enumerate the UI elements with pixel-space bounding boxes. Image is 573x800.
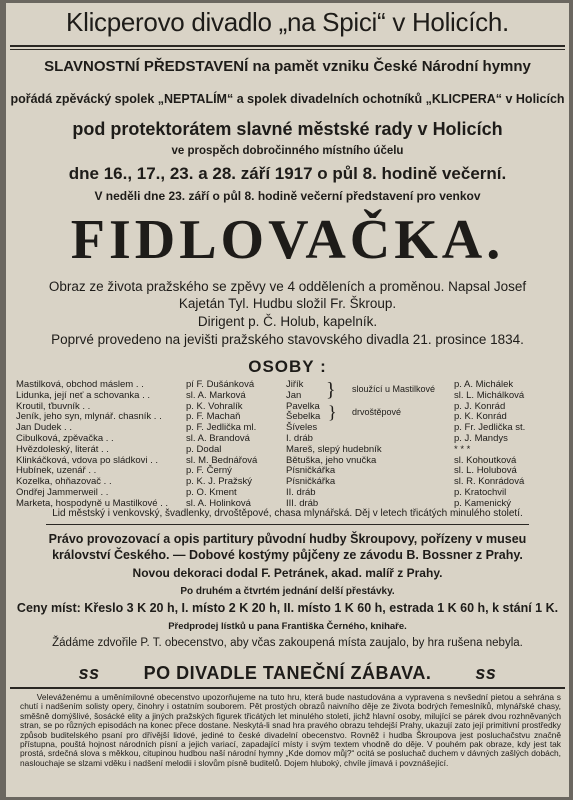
character-name: Šíveles	[286, 422, 318, 434]
occasion-line: SLAVNOSTNÍ PŘEDSTAVENÍ na pamět vzniku České Národní hymny	[44, 58, 531, 75]
brace-icon: }	[326, 379, 336, 401]
patronage-line: pod protektorátem slavné městské rady v Holicích	[72, 119, 503, 139]
prices-line: Ceny míst: Křeslo 3 K 20 h, I. místo 2 K 20 h, II. místo 1 K 60 h, estrada 1 K 60 h, k stání 1 K.	[16, 601, 559, 615]
poster	[6, 3, 569, 797]
actor-name: sl. Kohoutková	[454, 454, 517, 466]
charity-line: ve prospěch dobročinného místního účelu	[171, 145, 404, 157]
actor-name: p. Fr. Jedlička st.	[454, 422, 526, 434]
actor-name: p. F. Černý	[186, 465, 232, 477]
character-name: Mareš, slepý hudebník	[286, 443, 382, 455]
dance-mark-right: ss	[475, 663, 497, 683]
rights-line: království Českého. — Dobové kostýmy půjčeny ze závodu B. Bossner z Prahy.	[52, 548, 523, 562]
brace-dyers-label: drvoštěpové	[352, 407, 402, 417]
character-name: Jeník, jeho syn, mlynář. chasník . .	[16, 411, 162, 423]
actor-name: p. J. Konrád	[454, 400, 506, 412]
actor-name: sl. A. Holinková	[186, 497, 251, 509]
brace-icon: }	[328, 402, 337, 422]
character-name: Hubínek, uzenář . .	[16, 465, 97, 477]
actor-name: p. J. Mandys	[454, 432, 508, 444]
character-name: Klinkáčková, vdova po sládkovi . .	[16, 454, 159, 466]
cast-note: Lid městský i venkovský, švadlenky, drvoštěpové, chasa mlynářská. Děj v letech třicátých minulého století.	[52, 508, 523, 519]
dance-banner	[6, 663, 569, 684]
actor-name: sl. R. Konrádová	[454, 476, 525, 488]
cast-heading: OSOBY :	[248, 357, 327, 376]
cast-row	[16, 391, 564, 402]
actor-name: p. K. J. Pražský	[186, 476, 252, 488]
dance-mark-left: ss	[78, 663, 100, 683]
actor-name: p. F. Jedlička ml.	[186, 422, 257, 434]
sunday-note: V neděli dne 23. září o půl 8. hodině večerní představení pro venkov	[94, 189, 481, 203]
character-name: Bětuška, jeho vnučka	[286, 454, 377, 466]
decor-line: Novou dekoraci dodal F. Petránek, akad. malíř z Prahy.	[132, 566, 443, 580]
character-name: Písničkářka	[286, 476, 336, 488]
actor-name: p. K. Konrád	[454, 411, 507, 423]
rights-line: Právo provozovací a opis partitury původní hudby Škroupovy, pořízeny v museu	[48, 532, 527, 546]
brace-servants-label: sloužící u Mastilkové	[352, 384, 436, 394]
character-name: Kozelka, ohňazovač . .	[16, 476, 112, 488]
actor-name: sl. L. Michálková	[454, 389, 525, 401]
intermission-line: Po druhém a čtvrtém jednání delší přestávky.	[180, 586, 395, 597]
character-name: Písničkářka	[286, 465, 336, 477]
theatre-header: Klicperovo divadlo „na Spici“ v Holicích.	[66, 7, 509, 37]
description-line: Kajetán Tyl. Hudbu složil Fr. Škroup.	[178, 296, 397, 311]
description-line: Obraz ze života pražského se zpěvy ve 4 odděleních a proměnou. Napsal Josef	[48, 279, 527, 294]
actor-name: p. Kamenický	[454, 497, 512, 509]
character-name: Hvězdoleský, literát . .	[16, 443, 109, 455]
premiere-line: Poprvé provedeno na jevišti pražského stavovského divadla 21. prosince 1834.	[51, 332, 524, 347]
dance-text: PO DIVADLE TANEČNÍ ZÁBAVA.	[143, 663, 432, 683]
actor-name: p. A. Michálek	[454, 379, 514, 390]
divider	[46, 524, 529, 525]
character-name: I. dráb	[286, 432, 313, 444]
cast-list	[16, 380, 564, 510]
character-name: Pavelka	[286, 400, 320, 412]
character-name: Kroutil, ťbuvník . .	[16, 400, 91, 412]
actor-name: * * *	[454, 443, 471, 455]
actor-name: sl. A. Brandová	[186, 432, 250, 444]
character-name: III. dráb	[286, 497, 319, 509]
footer-text: Veleváženému a uměnímilovné obecenstvo upozorňujeme na tuto hru, která bude nastudována a vypravena s nevšední pietou a sehrána s chutí i nadšením solisty opery, činohry i ostatním souborem. Pět prostých obrazů naivního děje ze života bodrých řemeslníků, mlynářské chasy, směšně domýšlivé, šosácké elity a jiných pražských figurek třicátých let minulého století, jichž hlavní osoby, milující se párek dvou rozhněvaných stran, se po různých episodách na konec přece dostane. Neskytá-li snad hra pravého obrazu tehdejší Prahy, ukazují zato její primitivní prostředky způsob buditelského psaní pro dřívější lidové, jediné to české divadelní obecenstvo. Rovněž i hudba Škroupova jest posluchačstvu značně přístupna, pouštá hojnost národních písní a jejich variací, zapadající místy i svým textem vhodně do děje. V pouhém pak obraze, kdy jest tak prostá, srdečná slova s měkkou, citupinou hudbou naší národní hymny „Kde domov můj?“ ocitá se posluchač duchem v dávných zašlých dobách, naslouchaje se slzami vděku i nadšení melodii i slovům písně buditelů. Dojem hluboký, chvíle jímavá i povznášející.	[20, 692, 561, 768]
character-name: Ondřej Jammerweil . .	[16, 486, 109, 498]
actor-name: p. O. Kment	[186, 486, 237, 498]
character-name: Jan	[286, 389, 302, 401]
actor-name: pí F. Dušánková	[186, 379, 255, 390]
presale-line: Předprodej lístků u pana Františka Černého, knihaře.	[168, 621, 407, 632]
request-line: Žádáme zdvořile P. T. obecenstvo, aby včas zakoupená místa zaujalo, by hra rušena nebyla.	[52, 637, 523, 649]
actor-name: sl. M. Bednářová	[186, 454, 258, 466]
actor-name: p. Kratochvil	[454, 486, 507, 498]
dates-line: dne 16., 17., 23. a 28. září 1917 o půl 8. hodině večerní.	[68, 164, 507, 183]
character-name: Šebelka	[286, 411, 321, 423]
character-name: Jiřík	[286, 379, 304, 390]
cast-row	[16, 445, 564, 456]
header-rule-thin	[10, 49, 565, 50]
character-name: Marketa, hospodyně u Mastilkové . .	[16, 497, 169, 509]
character-name: Mastilková, obchod máslem . .	[16, 379, 144, 390]
actor-name: p. K. Vohralík	[186, 400, 243, 412]
play-title: FIDLOVAČKA.	[70, 209, 505, 271]
character-name: Cibulková, zpěvačka . .	[16, 432, 114, 444]
actor-name: p. Dodal	[186, 443, 222, 455]
organizers-line: pořádá zpěvácký spolek „NEPTALÍM“ a spolek divadelních ochotníků „KLICPERA“ v Holicích	[10, 92, 565, 106]
character-name: Lidunka, její neť a schovanka . .	[16, 389, 151, 401]
actor-name: sl. A. Marková	[186, 389, 246, 401]
actor-name: sl. L. Holubová	[454, 465, 517, 477]
character-name: II. dráb	[286, 486, 316, 498]
actor-name: p. F. Machaň	[186, 411, 241, 423]
footer-rule	[10, 687, 565, 689]
character-name: Jan Dudek . .	[16, 422, 72, 434]
header-rule	[10, 45, 565, 47]
conductor-line: Dirigent p. Č. Holub, kapelník.	[197, 314, 378, 329]
